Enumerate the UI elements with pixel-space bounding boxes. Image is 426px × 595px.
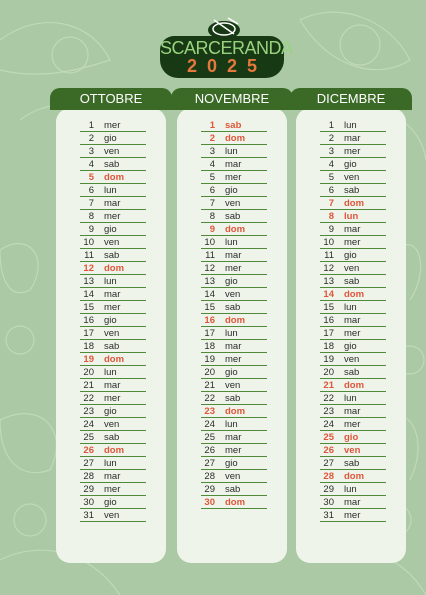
day-row	[320, 184, 386, 197]
weekday-name: gio	[225, 367, 238, 378]
weekday-name: sab	[225, 120, 242, 131]
day-row	[201, 496, 267, 509]
month-header: DICEMBRE	[290, 88, 412, 110]
day-row	[201, 444, 267, 457]
day-number: 17	[323, 328, 334, 339]
weekday-name: lun	[104, 276, 117, 287]
day-number: 5	[209, 172, 215, 183]
day-number: 13	[83, 276, 94, 287]
weekday-name: gio	[225, 276, 238, 287]
day-row	[201, 184, 267, 197]
day-number: 20	[83, 367, 94, 378]
weekday-name: mar	[225, 250, 242, 261]
day-row	[80, 197, 146, 210]
scarceranda-logo	[160, 12, 293, 80]
day-row	[320, 132, 386, 145]
day-row	[320, 262, 386, 275]
weekday-name: ven	[104, 510, 120, 521]
day-row	[80, 145, 146, 158]
weekday-name: lun	[104, 458, 117, 469]
day-number: 13	[204, 276, 215, 287]
day-number: 2	[209, 133, 215, 144]
weekday-name: ven	[104, 146, 120, 157]
day-number: 3	[328, 146, 334, 157]
weekday-name: dom	[104, 354, 125, 365]
day-number: 20	[204, 367, 215, 378]
day-row	[201, 340, 267, 353]
day-number: 27	[83, 458, 94, 469]
day-row	[320, 236, 386, 249]
day-row	[320, 327, 386, 340]
weekday-name: gio	[225, 185, 238, 196]
day-row	[320, 288, 386, 301]
weekday-name: sab	[104, 250, 120, 261]
weekday-name: lun	[225, 237, 238, 248]
weekday-name: sab	[225, 302, 241, 313]
day-row	[80, 470, 146, 483]
weekday-name: mer	[104, 393, 121, 404]
day-number: 9	[209, 224, 215, 235]
weekday-name: ven	[344, 263, 360, 274]
day-row	[201, 392, 267, 405]
weekday-name: dom	[104, 445, 125, 456]
day-number: 29	[204, 484, 215, 495]
day-number: 6	[209, 185, 215, 196]
weekday-name: dom	[225, 133, 246, 144]
day-row	[80, 171, 146, 184]
day-row	[80, 379, 146, 392]
day-row	[80, 288, 146, 301]
day-row	[320, 379, 386, 392]
weekday-name: gio	[104, 133, 117, 144]
day-row	[320, 366, 386, 379]
day-number: 14	[204, 289, 215, 300]
weekday-name: mer	[344, 146, 361, 157]
day-row	[80, 275, 146, 288]
weekday-name: gio	[104, 497, 117, 508]
weekday-name: ven	[225, 289, 241, 300]
logo-year: 2025	[186, 56, 268, 76]
weekday-name: mar	[225, 341, 242, 352]
day-number: 12	[83, 263, 94, 274]
weekday-name: ven	[225, 198, 241, 209]
day-list	[320, 119, 386, 522]
day-number: 8	[209, 211, 215, 222]
weekday-name: mer	[104, 302, 121, 313]
day-number: 22	[204, 393, 215, 404]
day-row	[201, 275, 267, 288]
weekday-name: mar	[225, 432, 242, 443]
day-number: 21	[204, 380, 215, 391]
weekday-name: dom	[344, 471, 365, 482]
day-row	[201, 353, 267, 366]
weekday-name: sab	[344, 458, 360, 469]
weekday-name: lun	[104, 185, 117, 196]
day-row	[320, 171, 386, 184]
day-row	[201, 379, 267, 392]
weekday-name: ven	[225, 471, 241, 482]
day-row	[320, 457, 386, 470]
day-row	[80, 119, 146, 132]
month-column-dicembre	[290, 88, 412, 566]
day-row	[201, 223, 267, 236]
day-row	[80, 353, 146, 366]
weekday-name: lun	[225, 328, 238, 339]
weekday-name: gio	[344, 250, 357, 261]
day-number: 1	[209, 120, 215, 131]
day-number: 16	[83, 315, 94, 326]
day-number: 25	[323, 432, 334, 443]
weekday-name: ven	[104, 237, 120, 248]
day-row	[201, 197, 267, 210]
day-number: 14	[83, 289, 94, 300]
day-row	[320, 249, 386, 262]
day-row	[80, 262, 146, 275]
day-row	[201, 327, 267, 340]
day-number: 20	[323, 367, 334, 378]
day-row	[320, 210, 386, 223]
day-number: 27	[204, 458, 215, 469]
day-row	[80, 418, 146, 431]
weekday-name: ven	[344, 172, 360, 183]
day-row	[201, 249, 267, 262]
weekday-name: mer	[344, 237, 361, 248]
weekday-name: ven	[344, 354, 360, 365]
day-number: 16	[323, 315, 334, 326]
day-row	[80, 444, 146, 457]
day-number: 15	[83, 302, 94, 313]
day-list	[201, 119, 267, 509]
month-header: NOVEMBRE	[171, 88, 293, 110]
day-number: 1	[328, 120, 334, 131]
day-row	[320, 353, 386, 366]
day-number: 4	[328, 159, 334, 170]
day-row	[320, 431, 386, 444]
day-row	[320, 340, 386, 353]
day-number: 22	[83, 393, 94, 404]
day-row	[80, 405, 146, 418]
day-row	[80, 496, 146, 509]
day-number: 23	[323, 406, 334, 417]
weekday-name: gio	[344, 432, 359, 443]
weekday-name: mer	[104, 484, 121, 495]
day-row	[80, 366, 146, 379]
day-row	[201, 158, 267, 171]
day-row	[80, 483, 146, 496]
day-number: 11	[324, 250, 334, 261]
weekday-name: mar	[104, 471, 121, 482]
weekday-name: sab	[344, 276, 360, 287]
day-row	[320, 405, 386, 418]
month-header: OTTOBRE	[50, 88, 172, 110]
day-number: 4	[209, 159, 215, 170]
day-number: 28	[323, 471, 334, 482]
weekday-name: sab	[344, 185, 360, 196]
day-number: 11	[205, 250, 215, 261]
weekday-name: sab	[104, 159, 120, 170]
weekday-name: dom	[104, 172, 125, 183]
weekday-name: dom	[225, 497, 246, 508]
day-row	[80, 457, 146, 470]
weekday-name: mar	[104, 380, 121, 391]
day-list	[80, 119, 146, 522]
weekday-name: gio	[104, 224, 117, 235]
weekday-name: gio	[344, 159, 357, 170]
weekday-name: dom	[104, 263, 125, 274]
weekday-name: sab	[225, 484, 241, 495]
weekday-name: gio	[225, 458, 238, 469]
weekday-name: mar	[104, 289, 121, 300]
day-row	[201, 262, 267, 275]
weekday-name: sab	[344, 367, 360, 378]
day-row	[320, 223, 386, 236]
day-number: 14	[323, 289, 334, 300]
day-number: 5	[328, 172, 334, 183]
day-number: 3	[88, 146, 94, 157]
weekday-name: mer	[344, 328, 361, 339]
day-number: 17	[204, 328, 215, 339]
day-number: 15	[323, 302, 334, 313]
weekday-name: gio	[104, 315, 117, 326]
day-number: 29	[83, 484, 94, 495]
weekday-name: mar	[104, 198, 121, 209]
day-row	[320, 119, 386, 132]
day-row	[80, 392, 146, 405]
weekday-name: mar	[225, 159, 242, 170]
weekday-name: gio	[104, 406, 117, 417]
weekday-name: mer	[225, 445, 242, 456]
day-row	[201, 210, 267, 223]
day-number: 6	[328, 185, 334, 196]
weekday-name: lun	[104, 367, 117, 378]
day-number: 12	[204, 263, 215, 274]
day-number: 16	[204, 315, 215, 326]
day-row	[320, 444, 386, 457]
day-row	[80, 301, 146, 314]
day-number: 28	[83, 471, 94, 482]
day-row	[320, 301, 386, 314]
weekday-name: mer	[104, 211, 121, 222]
day-row	[320, 197, 386, 210]
day-number: 25	[83, 432, 94, 443]
day-number: 26	[204, 445, 215, 456]
day-row	[80, 158, 146, 171]
weekday-name: mar	[344, 133, 361, 144]
weekday-name: sab	[104, 432, 120, 443]
weekday-name: sab	[104, 341, 120, 352]
day-row	[320, 158, 386, 171]
day-row	[80, 249, 146, 262]
day-row	[201, 171, 267, 184]
day-number: 21	[83, 380, 94, 391]
weekday-name: ven	[344, 445, 361, 456]
weekday-name: mar	[344, 315, 361, 326]
day-row	[80, 210, 146, 223]
weekday-name: dom	[225, 315, 246, 326]
day-row	[201, 132, 267, 145]
weekday-name: dom	[225, 406, 246, 417]
day-number: 9	[88, 224, 94, 235]
weekday-name: dom	[225, 224, 246, 235]
day-row	[320, 145, 386, 158]
weekday-name: ven	[225, 380, 241, 391]
day-number: 23	[83, 406, 94, 417]
day-row	[201, 301, 267, 314]
weekday-name: mer	[225, 172, 242, 183]
day-row	[201, 418, 267, 431]
day-row	[201, 470, 267, 483]
weekday-name: lun	[344, 120, 357, 131]
day-number: 30	[83, 497, 94, 508]
weekday-name: lun	[344, 484, 357, 495]
month-column-ottobre	[50, 88, 172, 566]
day-number: 19	[83, 354, 94, 365]
weekday-name: lun	[225, 146, 238, 157]
day-number: 11	[84, 250, 94, 261]
weekday-name: sab	[225, 211, 241, 222]
day-row	[320, 392, 386, 405]
day-number: 18	[83, 341, 94, 352]
day-number: 23	[204, 406, 215, 417]
day-row	[80, 184, 146, 197]
day-row	[201, 314, 267, 327]
weekday-name: dom	[344, 289, 365, 300]
weekday-name: mar	[344, 224, 361, 235]
day-number: 13	[323, 276, 334, 287]
day-number: 2	[88, 133, 94, 144]
day-row	[201, 431, 267, 444]
weekday-name: dom	[344, 198, 365, 209]
logo-title: SCARCERANDA	[160, 38, 293, 58]
day-row	[80, 223, 146, 236]
weekday-name: ven	[104, 419, 120, 430]
day-number: 4	[88, 159, 94, 170]
day-row	[201, 366, 267, 379]
day-number: 15	[204, 302, 215, 313]
weekday-name: mer	[225, 354, 242, 365]
day-row	[201, 119, 267, 132]
day-number: 10	[204, 237, 215, 248]
day-row	[201, 483, 267, 496]
day-number: 24	[83, 419, 94, 430]
weekday-name: lun	[344, 393, 357, 404]
day-number: 7	[88, 198, 94, 209]
day-row	[80, 314, 146, 327]
day-number: 8	[328, 211, 334, 222]
day-number: 9	[328, 224, 334, 235]
day-row	[80, 327, 146, 340]
weekday-name: mar	[344, 497, 361, 508]
day-number: 30	[323, 497, 334, 508]
day-number: 10	[83, 237, 94, 248]
day-number: 31	[83, 510, 94, 521]
day-row	[320, 314, 386, 327]
day-number: 28	[204, 471, 215, 482]
day-number: 26	[323, 445, 334, 456]
weekday-name: mer	[344, 510, 361, 521]
day-row	[320, 509, 386, 522]
day-number: 18	[204, 341, 215, 352]
day-number: 10	[323, 237, 334, 248]
day-number: 21	[323, 380, 334, 391]
day-row	[320, 275, 386, 288]
day-number: 24	[323, 419, 334, 430]
weekday-name: lun	[225, 419, 238, 430]
month-column-novembre	[171, 88, 293, 566]
day-number: 12	[323, 263, 334, 274]
day-number: 7	[328, 198, 334, 209]
day-row	[201, 457, 267, 470]
weekday-name: mar	[344, 406, 361, 417]
weekday-name: mer	[225, 263, 242, 274]
day-row	[80, 509, 146, 522]
weekday-name: mer	[344, 419, 361, 430]
day-row	[320, 470, 386, 483]
day-number: 6	[88, 185, 94, 196]
day-number: 18	[323, 341, 334, 352]
weekday-name: gio	[344, 341, 357, 352]
weekday-name: sab	[225, 393, 241, 404]
day-row	[201, 288, 267, 301]
day-number: 26	[83, 445, 94, 456]
day-number: 31	[323, 510, 334, 521]
day-row	[80, 132, 146, 145]
day-number: 3	[209, 146, 215, 157]
weekday-name: lun	[344, 211, 359, 222]
day-row	[201, 236, 267, 249]
day-number: 19	[204, 354, 215, 365]
weekday-name: mer	[104, 120, 121, 131]
day-number: 22	[323, 393, 334, 404]
day-row	[320, 496, 386, 509]
day-number: 29	[323, 484, 334, 495]
weekday-name: ven	[104, 328, 120, 339]
day-number: 17	[83, 328, 94, 339]
day-row	[320, 483, 386, 496]
day-number: 24	[204, 419, 215, 430]
day-row	[80, 340, 146, 353]
day-number: 5	[88, 172, 94, 183]
day-number: 27	[323, 458, 334, 469]
weekday-name: dom	[344, 380, 365, 391]
weekday-name: lun	[344, 302, 357, 313]
day-number: 7	[209, 198, 215, 209]
day-number: 1	[88, 120, 94, 131]
day-row	[201, 405, 267, 418]
day-row	[80, 236, 146, 249]
day-number: 2	[328, 133, 334, 144]
day-row	[201, 145, 267, 158]
day-number: 25	[204, 432, 215, 443]
day-number: 8	[88, 211, 94, 222]
day-number: 19	[323, 354, 334, 365]
day-number: 30	[204, 497, 215, 508]
day-row	[80, 431, 146, 444]
day-row	[320, 418, 386, 431]
